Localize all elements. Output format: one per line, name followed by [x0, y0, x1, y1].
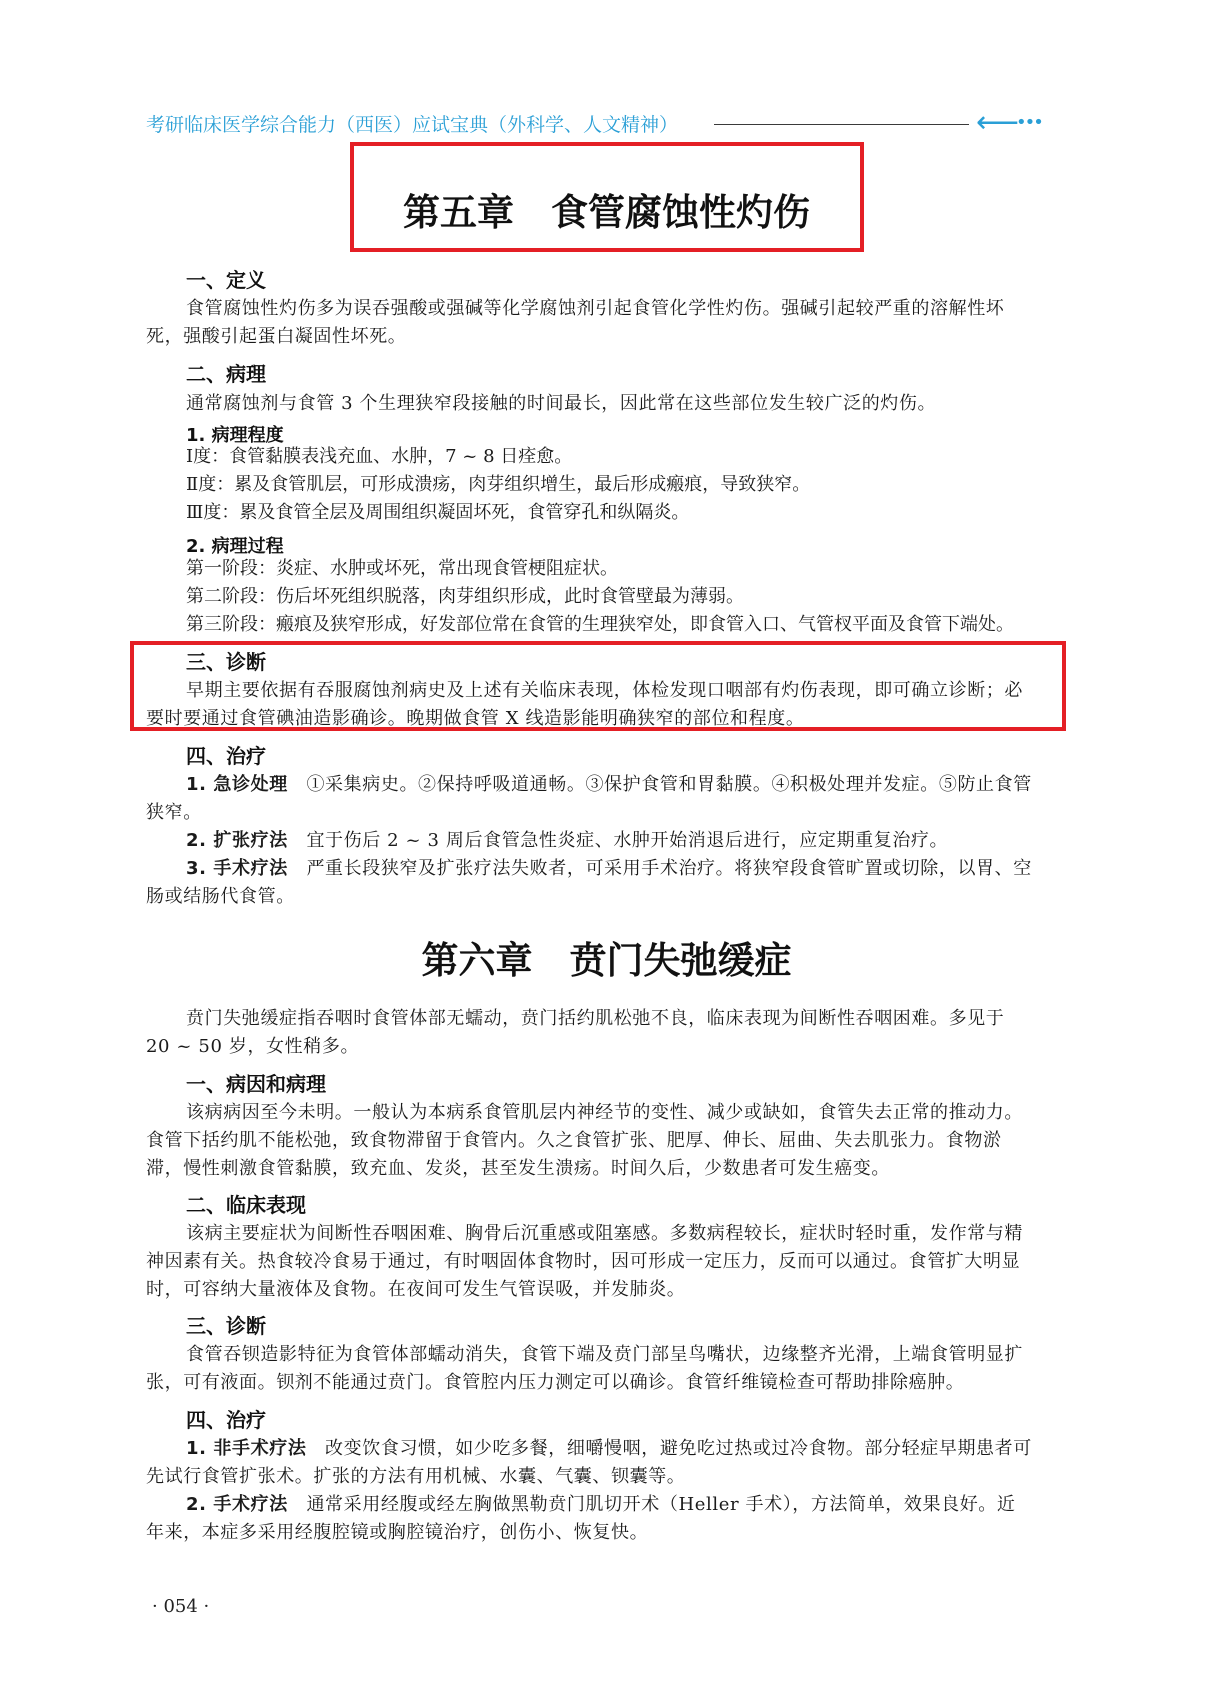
chapter-5-title: 第五章 食管腐蚀性灼伤: [403, 190, 810, 234]
treatment-item: [146, 827, 1034, 855]
page-number: · 054 ·: [152, 1596, 210, 1617]
treatment-item: [146, 855, 1034, 911]
list-item: Ⅱ度：累及食管肌层，可形成溃疡，肉芽组织增生，最后形成瘢痕，导致狭窄。: [186, 474, 811, 495]
treatment-item: [146, 1435, 1034, 1491]
paragraph: 该病病因至今未明。一般认为本病系食管肌层内神经节的变性、减少或缺如，食管失去正常的推动力。食管下括约肌不能松弛，致食物滞留于食管内。久之食管扩张、肥厚、伸长、屈曲、失去肌张力。食物淤滞，慢性刺激食管黏膜，致充血、发炎，甚至发生溃疡。时间久后，少数患者可发生癌变。: [146, 1102, 1023, 1179]
treatment-label: 1. 急诊处理: [186, 774, 288, 795]
section-heading: 一、定义: [186, 268, 266, 292]
paragraph: 食管腐蚀性灼伤多为误吞强酸或强碱等化学腐蚀剂引起食管化学性灼伤。强碱引起较严重的溶解性坏死，强酸引起蛋白凝固性坏死。: [146, 298, 1005, 347]
paragraph: 通常腐蚀剂与食管 3 个生理狭窄段接触的时间最长，因此常在这些部位发生较广泛的灼伤。: [186, 393, 937, 414]
section-heading: 二、临床表现: [186, 1193, 306, 1217]
section-heading: 一、病因和病理: [186, 1072, 326, 1096]
list-item: 第二阶段：伤后坏死组织脱落，肉芽组织形成，此时食管壁最为薄弱。: [186, 586, 744, 607]
subsection-heading: 1. 病理程度: [186, 425, 284, 446]
treatment-text: 宜于伤后 2 ~ 3 周后食管急性炎症、水肿开始消退后进行，应定期重复治疗。: [306, 830, 949, 851]
running-header: [146, 105, 1042, 140]
treatment-label: 2. 手术疗法: [186, 1494, 288, 1515]
treatment-text: 通常采用经腹或经左胸做黑勒贲门肌切开术（Heller 手术），方法简单，效果良好。近年来，本症多采用经腹腔镜或胸腔镜治疗，创伤小、恢复快。: [146, 1494, 1016, 1543]
treatment-item: [146, 1491, 1034, 1547]
paragraph: 早期主要依据有吞服腐蚀剂病史及上述有关临床表现，体检发现口咽部有灼伤表现，即可确立诊断；必要时要通过食管碘油造影确诊。晚期做食管 X 线造影能明确狭窄的部位和程度。: [146, 680, 1023, 729]
list-item: 第一阶段：炎症、水肿或坏死，常出现食管梗阻症状。: [186, 558, 618, 579]
dots-icon: •••: [1016, 112, 1042, 133]
list-item: Ⅲ度：累及食管全层及周围组织凝固坏死，食管穿孔和纵隔炎。: [186, 502, 690, 523]
section-heading: 三、诊断: [186, 1314, 266, 1338]
section-heading: 四、治疗: [186, 744, 266, 768]
section-heading: 三、诊断: [186, 650, 266, 674]
treatment-label: 3. 手术疗法: [186, 858, 288, 879]
treatment-label: 1. 非手术疗法: [186, 1438, 307, 1459]
treatment-item: [146, 771, 1034, 827]
arrow-left-icon: ⟵: [976, 105, 1020, 140]
paragraph: 该病主要症状为间断性吞咽困难、胸骨后沉重感或阻塞感。多数病程较长，症状时轻时重，发作常与精神因素有关。热食较冷食易于通过，有时咽固体食物时，因可形成一定压力，反而可以通过。食管扩大明显时，可容纳大量液体及食物。在夜间可发生气管误吸，并发肺炎。: [146, 1223, 1023, 1300]
subsection-heading: 2. 病理过程: [186, 536, 284, 557]
list-item: Ⅰ度：食管黏膜表浅充血、水肿，7 ~ 8 日痊愈。: [186, 446, 573, 467]
paragraph: 贲门失弛缓症指吞咽时食管体部无蠕动，贲门括约肌松弛不良，临床表现为间断性吞咽困难。多见于 20 ~ 50 岁，女性稍多。: [146, 1008, 1005, 1057]
list-item: 第三阶段：瘢痕及狭窄形成，好发部位常在食管的生理狭窄处，即食管入口、气管杈平面及食管下端处。: [186, 614, 1014, 635]
section-heading: 四、治疗: [186, 1408, 266, 1432]
paragraph: 食管吞钡造影特征为食管体部蠕动消失，食管下端及贲门部呈鸟嘴状，边缘整齐光滑，上端食管明显扩张，可有液面。钡剂不能通过贲门。食管腔内压力测定可以确诊。食管纤维镜检查可帮助排除癌肿。: [146, 1344, 1023, 1393]
treatment-text: ①采集病史。②保持呼吸道通畅。③保护食管和胃黏膜。④积极处理并发症。⑤防止食管狭窄。: [146, 774, 1032, 823]
treatment-text: 改变饮食习惯，如少吃多餐，细嚼慢咽，避免吃过热或过冷食物。部分轻症早期患者可先试行食管扩张术。扩张的方法有用机械、水囊、气囊、钡囊等。: [146, 1438, 1032, 1487]
treatment-label: 2. 扩张疗法: [186, 830, 288, 851]
header-rule: [714, 124, 969, 125]
treatment-text: 严重长段狭窄及扩张疗法失败者，可采用手术治疗。将狭窄段食管旷置或切除，以胃、空肠或结肠代食管。: [146, 858, 1032, 907]
book-title: 考研临床医学综合能力（西医）应试宝典（外科学、人文精神）: [146, 114, 679, 136]
chapter-6-title: 第六章 贲门失弛缓症: [421, 938, 792, 982]
section-heading: 二、病理: [186, 362, 266, 386]
